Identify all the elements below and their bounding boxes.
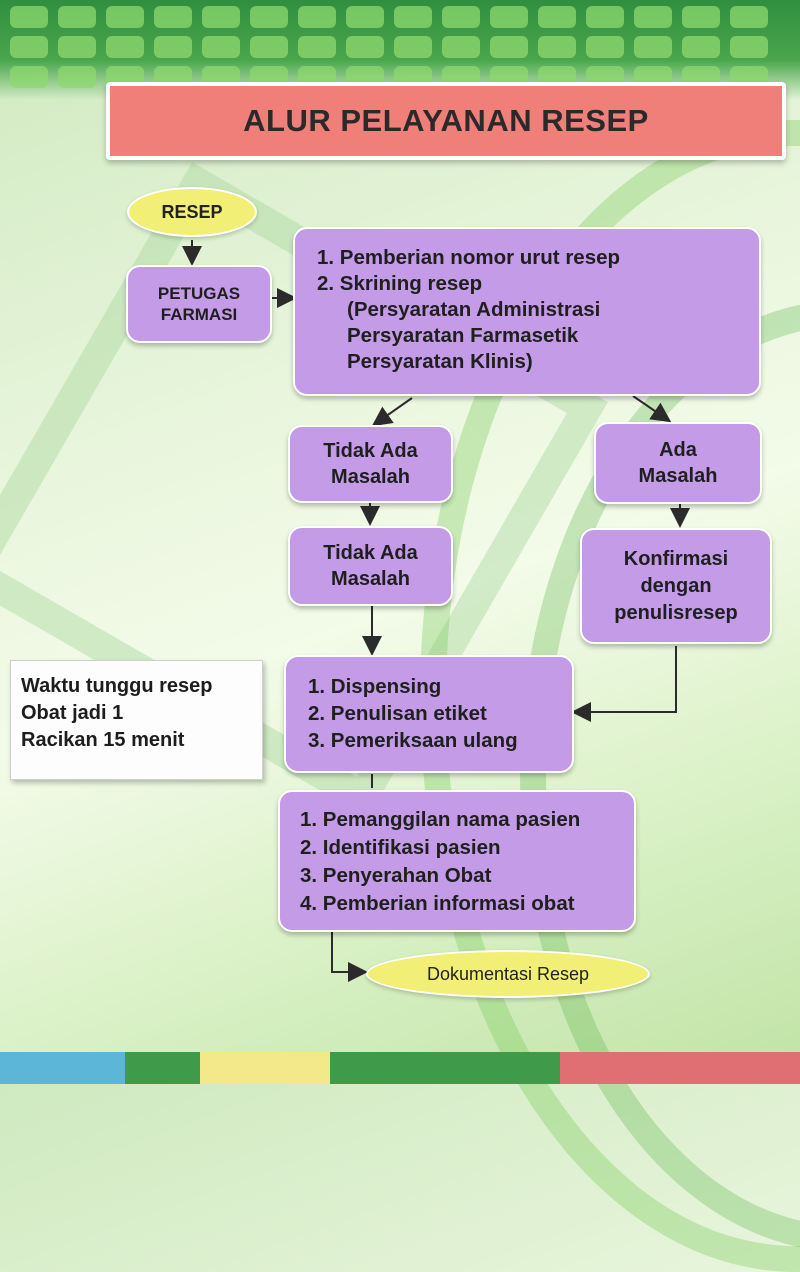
- page-title: ALUR PELAYANAN RESEP: [243, 103, 649, 138]
- node-line: penulisresep: [614, 601, 738, 624]
- node-line: 2. Penulisan etiket: [308, 702, 487, 725]
- node-line: Ada: [659, 439, 697, 461]
- note-line: Racikan 15 menit: [21, 729, 185, 751]
- node-line: 1. Pemanggilan nama pasien: [300, 808, 581, 831]
- node-line: 1. Pemberian nomor urut resep: [317, 246, 621, 269]
- note-line: Obat jadi 1: [21, 702, 124, 724]
- node-line: 2. Identifikasi pasien: [300, 836, 501, 859]
- arrow-screening-to-ada: [633, 396, 668, 420]
- node-ada-masalah: [594, 422, 762, 504]
- arrow-konfirmasi-to-dispensing: [575, 646, 676, 712]
- node-petugas-farmasi: [126, 265, 272, 343]
- node-line: Masalah: [331, 466, 410, 488]
- node-konfirmasi: [580, 528, 772, 644]
- node-line: 1. Dispensing: [308, 675, 442, 698]
- node-dispensing: [284, 655, 574, 773]
- node-penyerahan: [278, 790, 636, 932]
- node-line: dengan: [640, 574, 712, 597]
- node-line: Konfirmasi: [623, 547, 729, 570]
- node-line: 3. Pemeriksaan ulang: [308, 729, 518, 752]
- node-resep: [127, 187, 257, 237]
- node-line: Persyaratan Klinis): [347, 350, 533, 373]
- node-line: 3. Penyerahan Obat: [300, 864, 492, 887]
- node-tidak-ada-masalah-2: [288, 526, 453, 606]
- node-resep-label: RESEP: [161, 201, 223, 222]
- node-line: PETUGAS: [157, 284, 241, 303]
- title-banner: [106, 82, 786, 160]
- node-dokumentasi: [366, 950, 650, 998]
- node-line: FARMASI: [160, 305, 238, 324]
- node-line: 2. Skrining resep: [317, 272, 483, 295]
- wait-time-note: [10, 660, 263, 780]
- node-line: Masalah: [331, 568, 410, 590]
- node-line: Persyaratan Farmasetik: [347, 324, 579, 347]
- node-line: Tidak Ada: [323, 440, 418, 462]
- node-dokumentasi-label: Dokumentasi Resep: [426, 963, 590, 984]
- node-screening: [293, 227, 761, 396]
- arrow-penyerahan-to-dokumentasi: [332, 932, 364, 972]
- arrow-screening-to-tidak-ada: [375, 398, 412, 424]
- note-line: Waktu tunggu resep: [21, 675, 213, 697]
- node-tidak-ada-masalah-1: [288, 425, 453, 503]
- node-line: Masalah: [638, 465, 718, 487]
- node-line: (Persyaratan Administrasi: [347, 298, 601, 321]
- node-line: 4. Pemberian informasi obat: [300, 892, 575, 915]
- node-line: Tidak Ada: [323, 542, 418, 564]
